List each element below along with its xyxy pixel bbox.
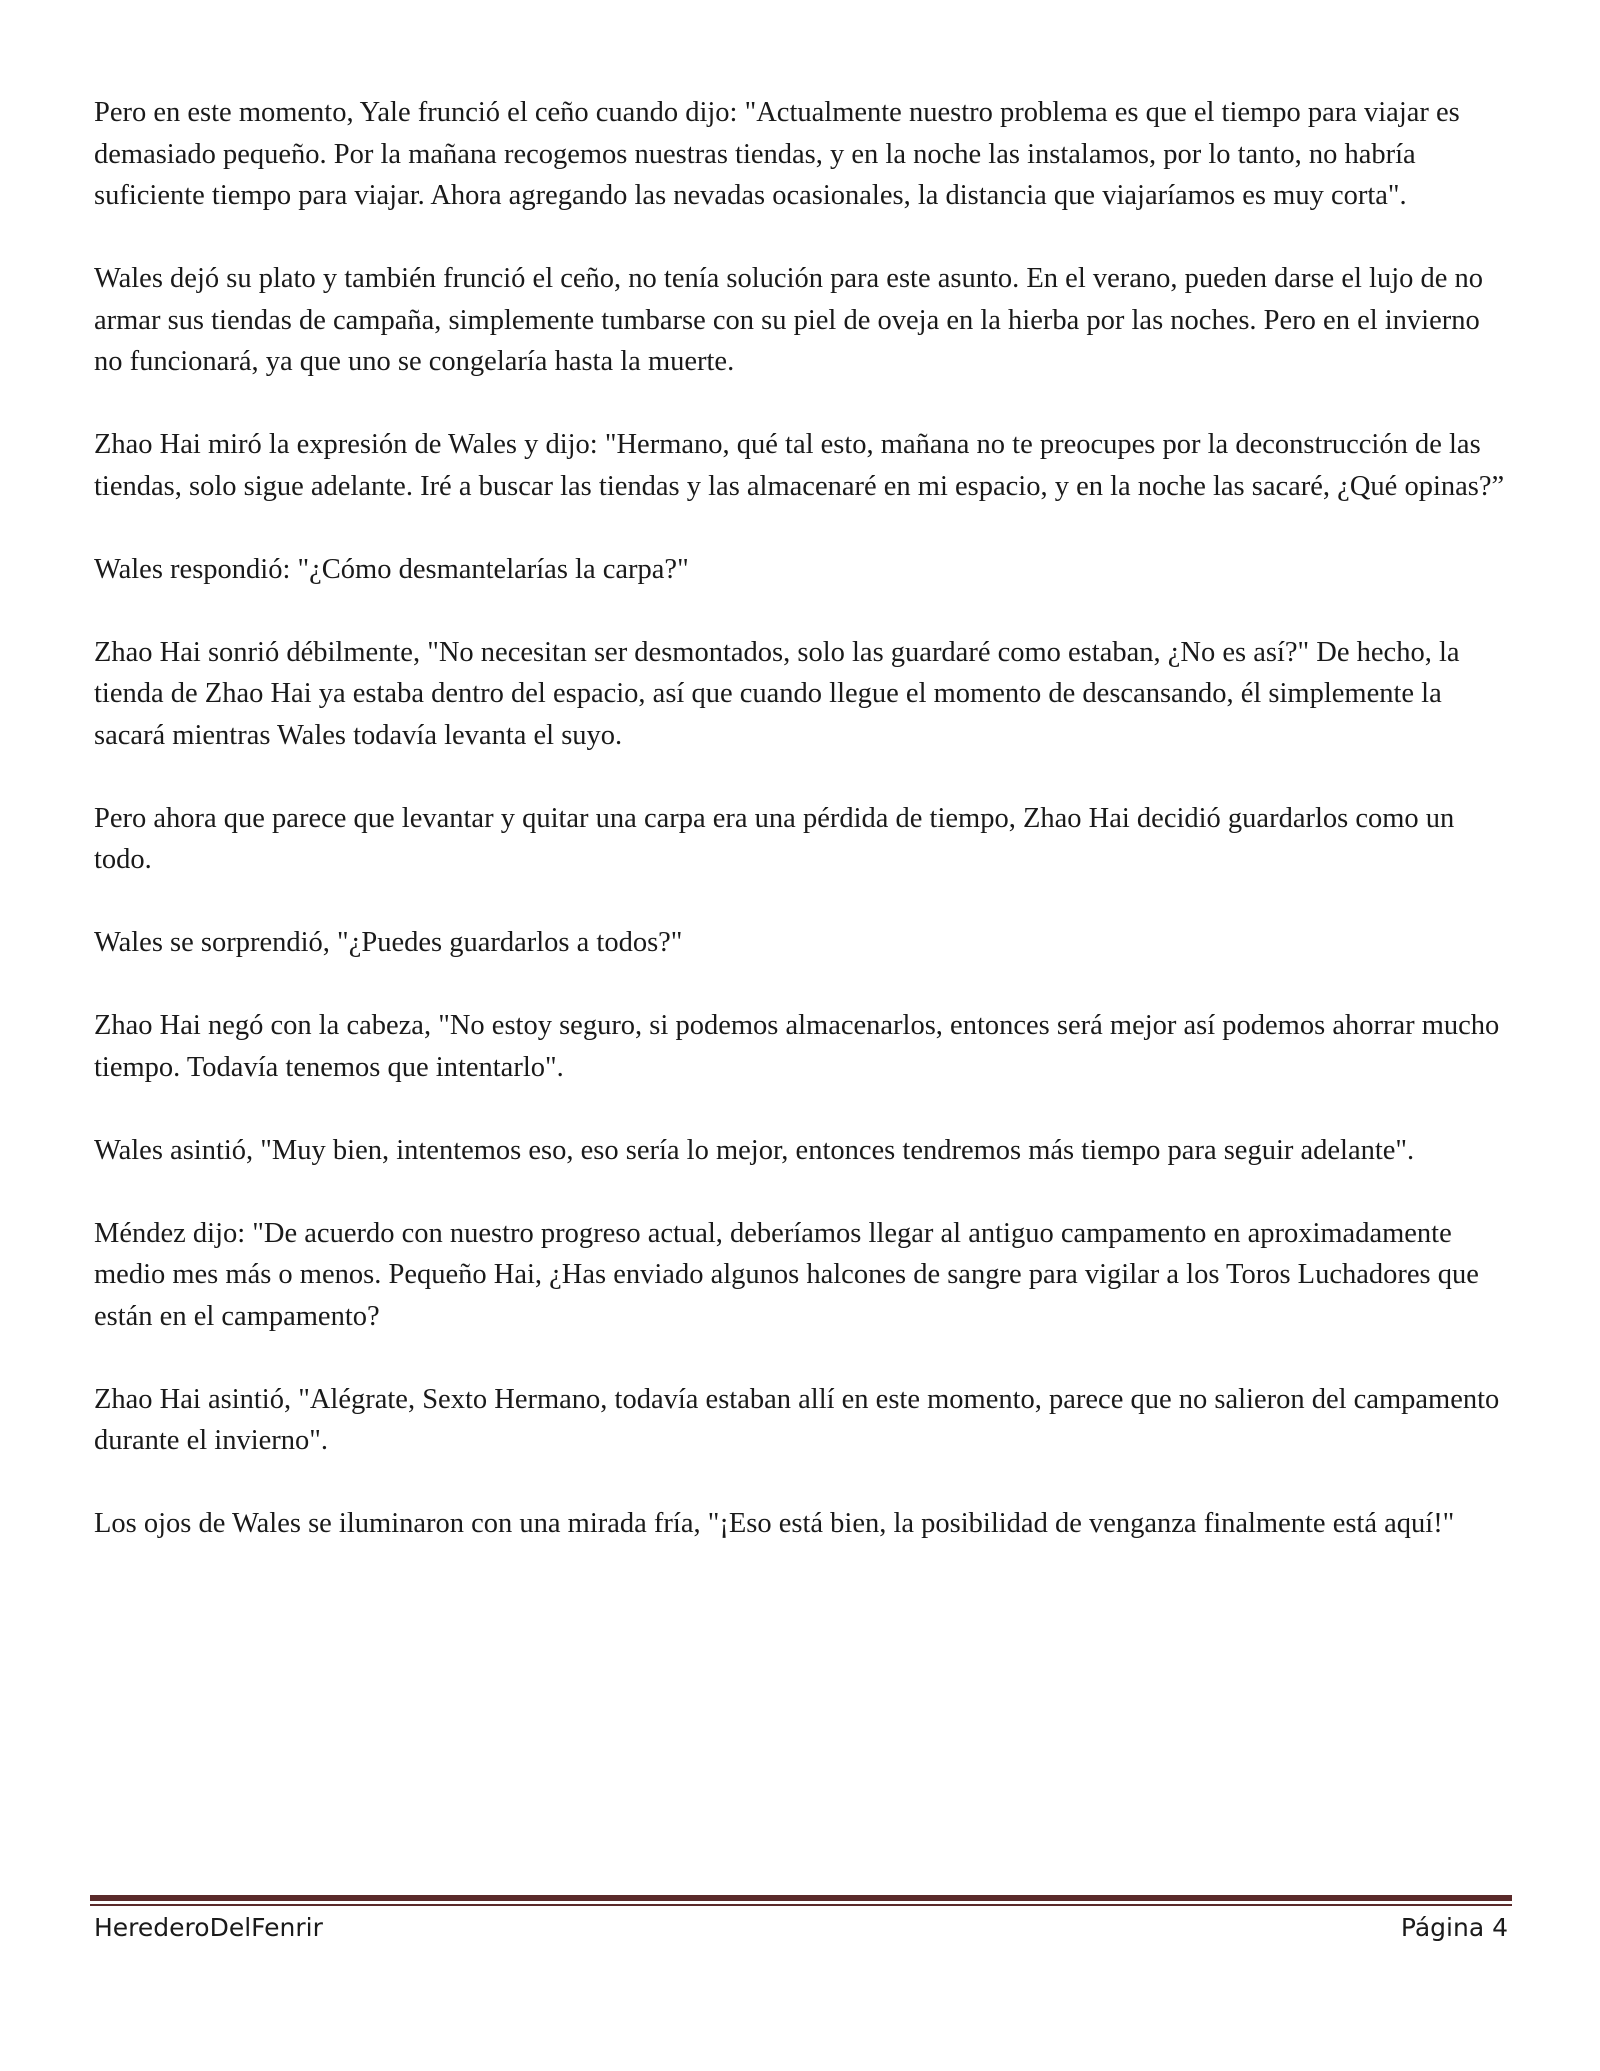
paragraph: Zhao Hai asintió, "Alégrate, Sexto Hermano, todavía estaban allí en este momento, parece que no salieron del campamento durante el invierno". — [94, 1383, 1500, 1456]
footer-author: HerederoDelFenrir — [94, 1913, 323, 1942]
footer-divider-thick — [90, 1895, 1512, 1901]
paragraph: Pero ahora que parece que levantar y quitar una carpa era una pérdida de tiempo, Zhao Hai decidió guardarlos como un todo. — [94, 802, 1455, 875]
paragraph: Zhao Hai negó con la cabeza, "No estoy seguro, si podemos almacenarlos, entonces será mejor así podemos ahorrar mucho tiempo. Todavía tenemos que intentarlo". — [94, 1010, 1500, 1083]
paragraph: Pero en este momento, Yale frunció el ceño cuando dijo: "Actualmente nuestro problema es que el tiempo para viajar es demasiado pequeño. Por la mañana recogemos nuestras tiendas, y en la noche las instalamos, por lo tanto, no habría suficiente tiempo para viajar. Ahora agregando las nevadas ocasionales, la distancia que viajaríamos es muy corta". — [94, 97, 1460, 211]
paragraph: Los ojos de Wales se iluminaron con una mirada fría, "¡Eso está bien, la posibilidad de venganza finalmente está aquí!" — [94, 1508, 1455, 1539]
paragraph: Méndez dijo: "De acuerdo con nuestro progreso actual, deberíamos llegar al antiguo campamento en aproximadamente medio mes más o menos. Pequeño Hai, ¿Has enviado algunos halcones de sangre para vigilar a los Toros Luchadores que están en el campamento? — [94, 1217, 1479, 1332]
paragraph: Zhao Hai miró la expresión de Wales y dijo: "Hermano, qué tal esto, mañana no te preocupes por la deconstrucción de las tiendas, solo sigue adelante. Iré a buscar las tiendas y las almacenaré en mi espacio, y en la noche las sacaré, ¿Qué opinas?” — [94, 429, 1505, 502]
footer-page-number: Página 4 — [1400, 1913, 1508, 1942]
body-text — [94, 92, 1514, 1586]
page-footer — [94, 1910, 1508, 1946]
paragraph: Wales dejó su plato y también frunció el ceño, no tenía solución para este asunto. En el verano, pueden darse el lujo de no armar sus tiendas de campaña, simplemente tumbarse con su piel de oveja en la hierba por las noches. Pero en el invierno no funcionará, ya que uno se congelaría hasta la muerte. — [94, 263, 1484, 377]
footer-divider-thin — [90, 1904, 1512, 1906]
paragraph: Wales se sorprendió, "¿Puedes guardarlos a todos?" — [94, 927, 683, 958]
paragraph: Wales respondió: "¿Cómo desmantelarías la carpa?" — [94, 553, 689, 585]
paragraph: Wales asintió, "Muy bien, intentemos eso, eso sería lo mejor, entonces tendremos más tiempo para seguir adelante". — [94, 1134, 1415, 1166]
paragraph: Zhao Hai sonrió débilmente, "No necesitan ser desmontados, solo las guardaré como estaban, ¿No es así?" De hecho, la tienda de Zhao Hai ya estaba dentro del espacio, así que cuando llegue el momento de descansando, él simplemente la sacará mientras Wales todavía levanta el suyo. — [94, 636, 1460, 751]
